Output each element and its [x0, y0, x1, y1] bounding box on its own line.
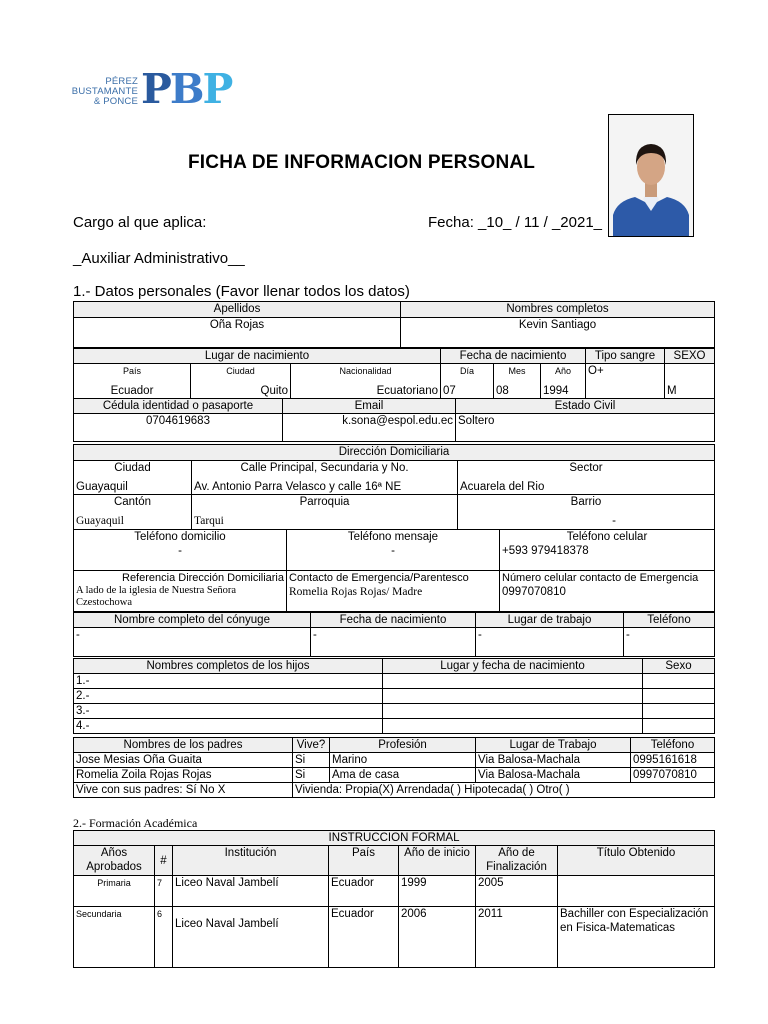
names-table [73, 301, 715, 348]
parents-table [73, 737, 715, 798]
nacionalidad-cell [291, 364, 441, 399]
referencia-cell [74, 571, 287, 612]
tel-cel-cell [500, 530, 715, 571]
dia-cell [441, 364, 494, 399]
sector-header: Sector [569, 462, 603, 474]
dom-ciudad-header: Ciudad [114, 462, 151, 474]
cargo-value: _Auxiliar Administrativo__ [73, 250, 245, 267]
primaria-inst: Liceo Naval Jambelí [173, 876, 329, 907]
primaria-num: 7 [155, 876, 173, 907]
canton-cell [74, 495, 192, 530]
pais-cell [74, 364, 191, 399]
padre-lugar: Via Balosa-Machala [476, 753, 631, 768]
parroquia-header: Parroquia [299, 496, 350, 508]
padre-tel: 0995161618 [631, 753, 715, 768]
conyuge-trabajo-header: Lugar de trabajo [476, 613, 624, 628]
canton-value: Guayaquil [76, 515, 124, 527]
num-header: # [155, 846, 173, 876]
section-2-title: 2.- Formación Académica [73, 816, 198, 830]
secundaria-inicio: 2006 [399, 907, 476, 968]
contacto-header: Contacto de Emergencia/Parentesco [289, 572, 469, 584]
dom-ciudad-cell [74, 461, 192, 495]
fecha-nacimiento-header: Fecha de nacimiento [441, 349, 586, 364]
hijo-row-1: 1.- [74, 674, 383, 689]
referencia-header: Referencia Dirección Domiciliaria [122, 572, 284, 584]
tel-msg-header: Teléfono mensaje [347, 531, 439, 543]
vivienda: Vivienda: Propia(X) Arrendada( ) Hipotecada( ) Otro( ) [293, 783, 715, 798]
email-value: k.sona@espol.edu.ec [283, 414, 456, 442]
primaria-titulo [558, 876, 715, 907]
madre-lugar: Via Balosa-Machala [476, 768, 631, 783]
anios-header: Años Aprobados [74, 846, 155, 876]
tel-msg-cell [287, 530, 500, 571]
secundaria-fin: 2011 [476, 907, 558, 968]
hijo-sexo-1 [643, 674, 715, 689]
conyuge-trabajo-value: - [476, 628, 624, 657]
cedula-header: Cédula identidad o pasaporte [74, 399, 283, 414]
nacionalidad-header: Nacionalidad [339, 366, 392, 376]
primaria-fin: 2005 [476, 876, 558, 907]
madre-tel: 0997070810 [631, 768, 715, 783]
ciudad-cell [191, 364, 291, 399]
nacionalidad-value: Ecuatoriano [376, 385, 438, 397]
secundaria-titulo: Bachiller con Especialización en Fisica-Matematicas [558, 907, 715, 968]
parroquia-cell [192, 495, 458, 530]
hijo-lugar-2 [383, 689, 643, 704]
hijos-lugar-header: Lugar y fecha de nacimiento [383, 659, 643, 674]
logo-mark-b: B [169, 65, 203, 113]
logo-mark-p1: P [141, 65, 170, 113]
direccion-header: Dirección Domiciliaria [74, 445, 715, 461]
num-emergencia-cell [500, 571, 715, 612]
instruccion-header: INSTRUCCION FORMAL [74, 831, 715, 846]
primaria-inicio: 1999 [399, 876, 476, 907]
logo-line-1: PÉREZ [105, 76, 138, 87]
barrio-header: Barrio [570, 496, 602, 508]
ciudad-value: Quito [260, 385, 288, 397]
madre-vive: Si [293, 768, 330, 783]
tel-dom-cell [74, 530, 287, 571]
tel-dom-value: - [178, 545, 182, 557]
conyuge-tel-value: - [624, 628, 715, 657]
num-emergencia-value: 0997070810 [502, 586, 566, 598]
section-1-title: 1.- Datos personales (Favor llenar todos los datos) [73, 283, 410, 300]
padres-profesion-header: Profesión [330, 738, 476, 753]
secundaria-pais: Ecuador [329, 907, 399, 968]
contacto-cell [287, 571, 500, 612]
anio-value: 1994 [543, 385, 569, 397]
contacto-value: Romelia Rojas Rojas/ Madre [289, 586, 423, 598]
hijo-sexo-2 [643, 689, 715, 704]
vive-con-padres: Vive con sus padres: Sí No X [74, 783, 293, 798]
secundaria-num: 6 [155, 907, 173, 968]
children-table [73, 658, 715, 734]
cedula-value: 0704619683 [74, 414, 283, 442]
dom-ciudad-value: Guayaquil [76, 481, 128, 493]
conyuge-nombre-header: Nombre completo del cónyuge [74, 613, 311, 628]
inicio-header: Año de inicio [399, 846, 476, 876]
barrio-cell [458, 495, 715, 530]
sexo-value: M [667, 385, 677, 397]
secundaria-inst: Liceo Naval Jambelí [175, 918, 279, 930]
hijo-row-4: 4.- [74, 719, 383, 734]
referencia-value: A lado de la iglesia de Nuestra Señora Czestochowa [76, 585, 237, 608]
parroquia-value: Tarqui [194, 515, 224, 527]
conyuge-fecha-value: - [311, 628, 476, 657]
fecha-line: Fecha: _10_ / 11 / _2021_ [428, 214, 603, 231]
hijo-row-2: 2.- [74, 689, 383, 704]
titulo-header: Título Obtenido [558, 846, 715, 876]
sector-cell [458, 461, 715, 495]
applicant-photo [608, 114, 694, 237]
logo-text [64, 77, 138, 107]
page-title: FICHA DE INFORMACION PERSONAL [188, 152, 536, 173]
pais-value: Ecuador [110, 385, 154, 397]
padre-nombre: Jose Mesias Oña Guaita [74, 753, 293, 768]
calle-header: Calle Principal, Secundaria y No. [240, 462, 409, 474]
birth-table [73, 348, 715, 399]
apellidos-header: Apellidos [74, 302, 401, 318]
conyuge-nombre-value: - [74, 628, 311, 657]
hijos-sexo-header: Sexo [643, 659, 715, 674]
estado-civil-header: Estado Civil [456, 399, 715, 414]
logo-line-3: & PONCE [93, 96, 138, 107]
institucion-header: Institución [173, 846, 329, 876]
anio-header: Año [555, 366, 572, 376]
education-table [73, 830, 715, 968]
tel-msg-value: - [391, 545, 395, 557]
madre-profesion: Ama de casa [330, 768, 476, 783]
mes-cell [494, 364, 541, 399]
dia-value: 07 [443, 385, 456, 397]
tel-cel-header: Teléfono celular [566, 531, 648, 543]
canton-header: Cantón [113, 496, 152, 508]
primaria-pais: Ecuador [329, 876, 399, 907]
hijo-lugar-3 [383, 704, 643, 719]
phones-table [73, 529, 715, 571]
barrio-value: - [612, 515, 617, 527]
hijo-sexo-4 [643, 719, 715, 734]
sexo-header: SEXO [665, 349, 715, 364]
secundaria-inst-cell [173, 907, 329, 968]
person-photo-icon [609, 115, 693, 236]
padres-vive-header: Vive? [293, 738, 330, 753]
nombres-header: Nombres completos [401, 302, 715, 318]
padre-vive: Si [293, 753, 330, 768]
padres-nombres-header: Nombres de los padres [74, 738, 293, 753]
hijo-row-3: 3.- [74, 704, 383, 719]
madre-nombre: Romelia Zoila Rojas Rojas [74, 768, 293, 783]
sector-value: Acuarela del Rio [460, 481, 545, 493]
apellidos-value: Oña Rojas [74, 318, 401, 348]
anio-cell [541, 364, 586, 399]
spouse-table [73, 612, 715, 657]
mes-header: Mes [508, 366, 526, 376]
primaria-nivel: Primaria [74, 876, 155, 907]
pais-edu-header: País [329, 846, 399, 876]
num-emergencia-header: Número celular contacto de Emergencia [502, 572, 699, 584]
padres-tel-header: Teléfono [631, 738, 715, 753]
logo-mark [141, 67, 231, 111]
pais-header: País [122, 366, 141, 376]
padre-profesion: Marino [330, 753, 476, 768]
emergency-table [73, 570, 715, 612]
dia-header: Día [459, 366, 474, 376]
address-table [73, 444, 715, 530]
logo-line-2: BUSTAMANTE [71, 86, 138, 97]
id-table [73, 398, 715, 442]
fin-header: Año de Finalización [476, 846, 558, 876]
hijo-sexo-3 [643, 704, 715, 719]
tel-cel-value: +593 979418378 [502, 545, 589, 557]
nombres-value: Kevin Santiago [401, 318, 715, 348]
sangre-value: O+ [586, 364, 665, 399]
hijos-nombres-header: Nombres completos de los hijos [74, 659, 383, 674]
conyuge-fecha-header: Fecha de nacimiento [311, 613, 476, 628]
conyuge-tel-header: Teléfono [624, 613, 715, 628]
ciudad-header: Ciudad [226, 366, 255, 376]
hijo-lugar-4 [383, 719, 643, 734]
logo-mark-p2: P [202, 65, 232, 113]
secundaria-nivel: Secundaria [74, 907, 155, 968]
estado-civil-value: Soltero [456, 414, 715, 442]
cargo-label: Cargo al que aplica: [73, 214, 207, 231]
mes-value: 08 [496, 385, 509, 397]
padres-lugar-header: Lugar de Trabajo [476, 738, 631, 753]
tel-dom-header: Teléfono domicilio [134, 531, 226, 543]
calle-value: Av. Antonio Parra Velasco y calle 16ª NE [194, 481, 402, 493]
sexo-cell [665, 364, 715, 399]
email-header: Email [283, 399, 456, 414]
calle-cell [192, 461, 458, 495]
tipo-sangre-header: Tipo sangre [586, 349, 665, 364]
lugar-nacimiento-header: Lugar de nacimiento [74, 349, 441, 364]
hijo-lugar-1 [383, 674, 643, 689]
